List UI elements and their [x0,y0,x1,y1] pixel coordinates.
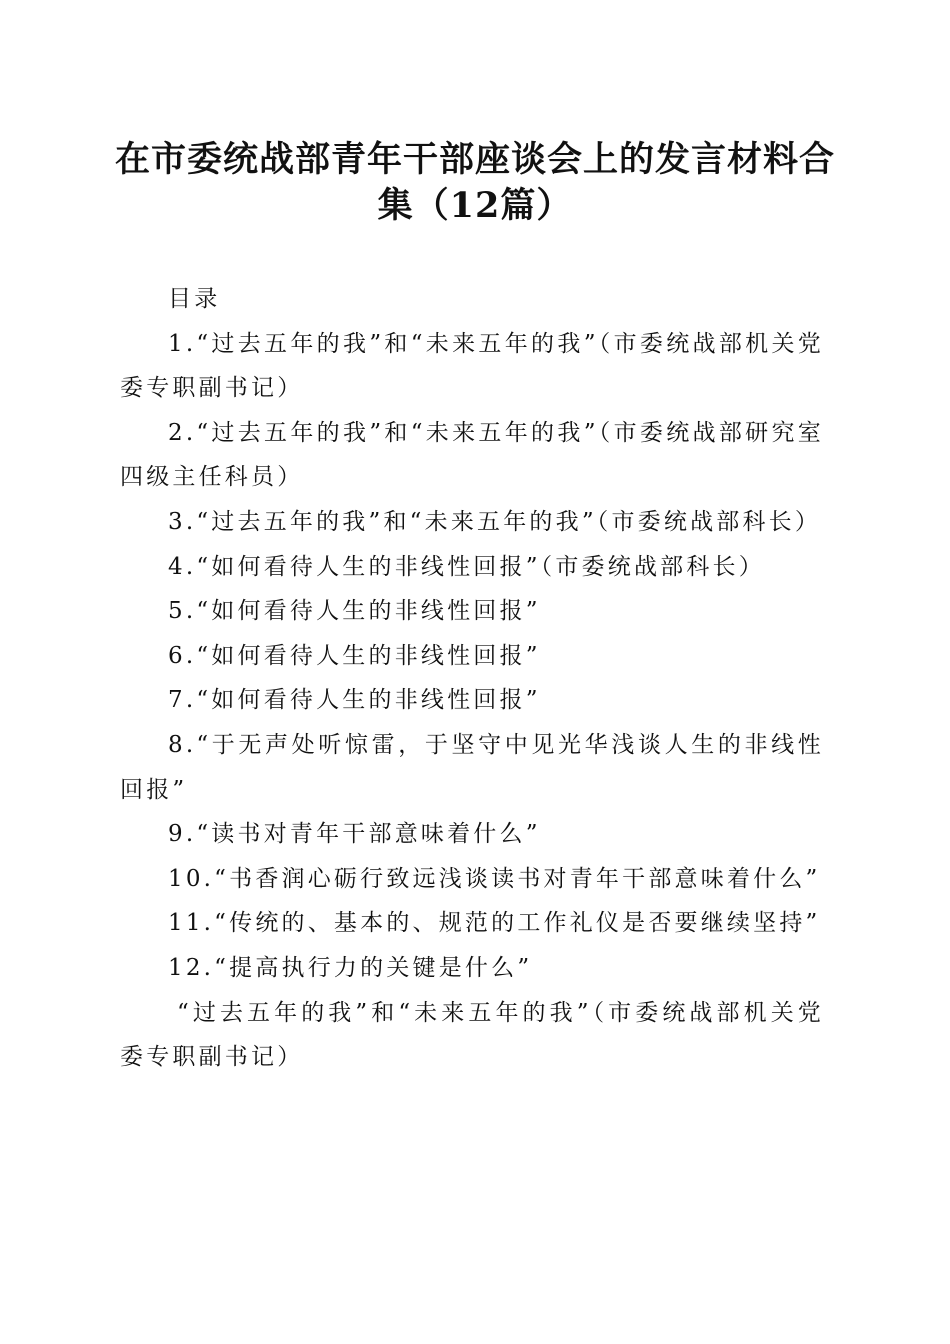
document-body [120,277,824,1080]
toc-item-2: 2.“过去五年的我”和“未来五年的我”（市委统战部研究室四级主任科员） [120,419,824,491]
toc-heading: 目录 [168,286,221,312]
toc-item-5: 5.“如何看待人生的非线性回报” [168,598,541,625]
toc-item-11: 11.“传统的、基本的、规范的工作礼仪是否要继续坚持” [168,910,821,937]
title-line-2: 集（12篇） [377,185,573,226]
first-article-heading: “过去五年的我”和“未来五年的我”（市委统战部机关党委专职副书记） [120,999,824,1071]
toc-item-6: 6.“如何看待人生的非线性回报” [168,642,541,669]
document-title [115,137,835,229]
toc-item-3: 3.“过去五年的我”和“未来五年的我”（市委统战部科长） [168,508,822,535]
toc-item-7: 7.“如何看待人生的非线性回报” [168,687,541,714]
toc-item-12: 12.“提高执行力的关键是什么” [168,954,533,981]
toc-item-4: 4.“如何看待人生的非线性回报”（市委统战部科长） [168,553,765,580]
title-line-1: 在市委统战部青年干部座谈会上的发言材料合 [115,139,836,180]
toc-item-10: 10.“书香润心砺行致远浅谈读书对青年干部意味着什么” [168,865,821,892]
toc-item-8: 8.“于无声处听惊雷，于坚守中见光华浅谈人生的非线性回报” [120,731,824,803]
toc-item-1: 1.“过去五年的我”和“未来五年的我”（市委统战部机关党委专职副书记） [120,330,824,402]
toc-item-9: 9.“读书对青年干部意味着什么” [168,821,541,848]
